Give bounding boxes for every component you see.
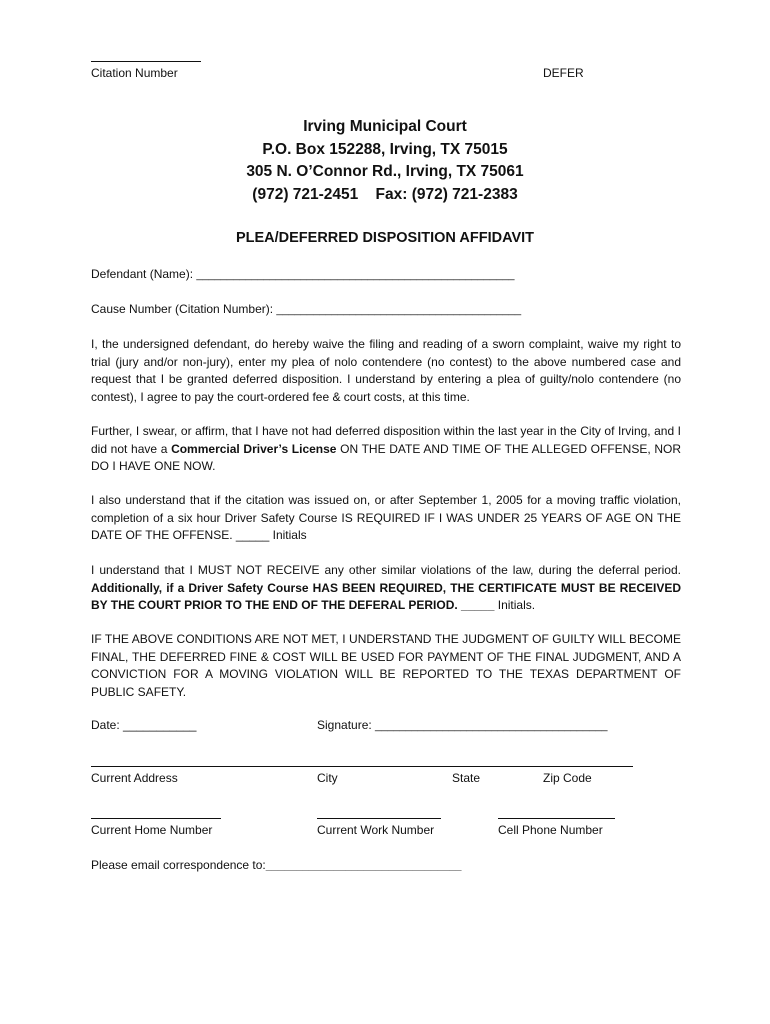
initials-text: Initials.	[494, 598, 536, 613]
work-number-line[interactable]	[317, 818, 441, 819]
driver-safety-paragraph: I also understand that if the citation was issued on, or after September 1, 2005 for a moving traffic violation, completion of a six hour Driver Safety Course IS REQUIRED IF I WAS UNDER 25 YEARS OF AGE ON THE DATE OF THE OFFENSE. _____ Initials	[91, 493, 681, 543]
court-name: Irving Municipal Court	[303, 118, 467, 135]
email-label: Please email correspondence to:	[91, 858, 266, 872]
current-address-label: Current Address	[91, 771, 178, 785]
affirmation-text: Further, I swear, or affirm, that I have not had deferred disposition within the last year in the City of Irving, and I did not have a	[91, 424, 681, 456]
email-field	[91, 858, 462, 872]
deferral-text: I understand that I MUST NOT RECEIVE any other similar violations of the law, during the deferral period.	[91, 563, 681, 577]
signature-field	[317, 718, 608, 732]
form-title: PLEA/DEFERRED DISPOSITION AFFIDAVIT	[235, 230, 535, 246]
cause-number-label: Cause Number (Citation Number):	[91, 302, 274, 316]
cause-number-input[interactable]: ________________________________________	[276, 304, 522, 316]
zip-code-label: Zip Code	[543, 771, 592, 785]
affirmation-text-end: ON THE DATE AND TIME OF THE ALLEGED OFFENSE, NOR DO I HAVE ONE NOW.	[91, 441, 681, 474]
date-field	[91, 718, 196, 732]
date-label: Date:	[91, 718, 120, 732]
court-phone-numbers: (972) 721-2451 Fax: (972) 721-2383	[252, 186, 518, 203]
defendant-name-input[interactable]: ____________________________________________________	[196, 269, 515, 281]
signature-input[interactable]: ______________________________________	[375, 720, 608, 732]
defer-label: DEFER	[543, 66, 584, 80]
state-label: State	[452, 771, 481, 785]
cell-number-label: Cell Phone Number	[498, 823, 603, 837]
cell-number-line[interactable]	[498, 818, 615, 819]
home-number-line[interactable]	[91, 818, 221, 819]
work-number-label: Current Work Number	[317, 823, 435, 837]
conditions-not-met-paragraph: IF THE ABOVE CONDITIONS ARE NOT MET, I UNDERSTAND THE JUDGMENT OF GUILTY WILL BECOME FINAL, THE DEFERRED FINE & COST WILL BE USED FOR PAYMENT OF THE FINAL JUDGMENT, AND A CONVICTION FOR A MOVING VIOLATION WILL BE REPORTED TO THE TEXAS DEPARTMENT OF PUBLIC SAFETY.	[91, 632, 681, 699]
defendant-name-field	[91, 267, 515, 281]
date-input[interactable]: ___________	[123, 718, 197, 732]
court-po-box: P.O. Box 152288, Irving, TX 75015	[262, 141, 508, 158]
affirmation-paragraph	[91, 423, 681, 476]
cause-number-field	[91, 302, 521, 316]
citation-number-line[interactable]	[91, 61, 201, 62]
home-number-label: Current Home Number	[91, 823, 213, 837]
address-line[interactable]	[91, 766, 633, 767]
certificate-emphasis: Additionally, if a Driver Safety Course HAS BEEN REQUIRED, THE CERTIFICATE MUST BE RECEIVED BY THE COURT PRIOR TO THE END OF THE DEFERAL PERIOD. _____	[91, 580, 681, 613]
defendant-name-label: Defendant (Name):	[91, 267, 194, 281]
citation-number-label: Citation Number	[91, 66, 178, 80]
email-input[interactable]: ________________________________	[265, 860, 462, 872]
court-street-address: 305 N. O’Connor Rd., Irving, TX 75061	[246, 163, 524, 180]
waiver-paragraph: I, the undersigned defendant, do hereby waive the filing and reading of a sworn complaint, waive my right to trial (jury and/or non-jury), enter my plea of nolo contendere (no contest) to the above numbered case and request that I be granted deferred disposition. I understand by entering a plea of guilty/nolo contendere (no contest), I agree to pay the court-ordered fee & court costs, at this time.	[91, 337, 681, 404]
signature-label: Signature:	[317, 718, 372, 732]
city-label: City	[317, 771, 338, 785]
deferral-conditions-paragraph	[91, 562, 681, 615]
cdl-emphasis: Commercial Driver’s License	[171, 441, 337, 456]
